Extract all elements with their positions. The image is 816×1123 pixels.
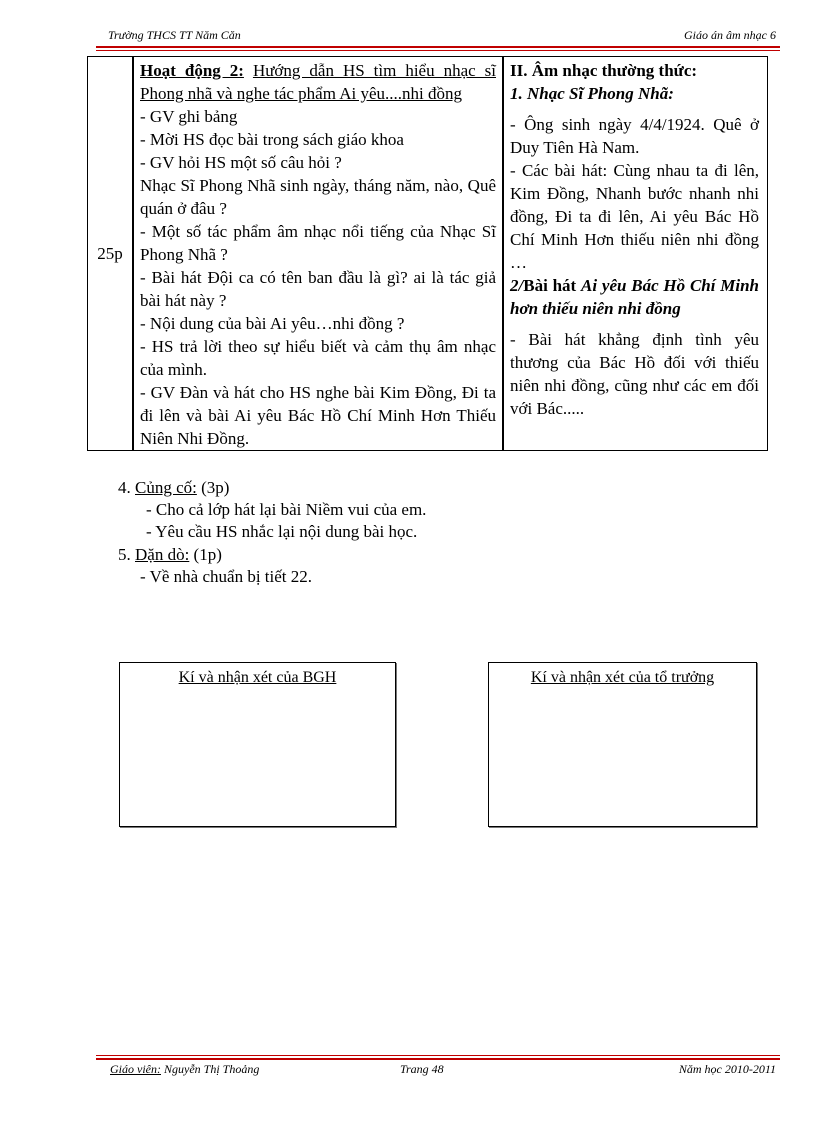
homework-number: 5.	[118, 545, 131, 564]
consolidation-item: - Cho cả lớp hát lại bài Niềm vui của em.	[146, 500, 427, 519]
activity-title-rest: Hướng dẫn HS tìm hiểu nhạc sĩ Phong nhã và nghe tác phẩm Ai yêu....nhi đồng	[140, 61, 497, 103]
activity-line: - Mời HS đọc bài trong sách giáo khoa	[140, 130, 404, 149]
activity-line: - GV Đàn và hát cho HS nghe bài Kim Đồng, Đi ta đi lên và bài Ai yêu Bác Hồ Chí Minh Hơn Thiếu Niên Nhi Đồng.	[140, 383, 496, 448]
footer-rule-thin	[96, 1055, 780, 1056]
subsection-2-text: - Bài hát khẳng định tình yêu thương của Bác Hồ đối với thiếu niên nhi đồng, cũng như các em đối với Bác.....	[510, 330, 759, 418]
homework-item: - Về nhà chuẩn bị tiết 22.	[140, 567, 313, 586]
signature-label-principal: Kí và nhận xét của BGH	[178, 669, 337, 686]
subsection-1-title: 1. Nhạc Sĩ Phong Nhã:	[510, 84, 674, 103]
subsection-2-number: 2/	[510, 276, 524, 295]
activity-line: - GV hỏi HS một số câu hỏi ?	[140, 153, 342, 172]
homework-label: Dặn dò:	[135, 545, 190, 564]
footer-rule	[96, 1058, 780, 1060]
subsection-2-title	[510, 274, 759, 320]
activity-line: - HS trả lời theo sự hiểu biết và cảm thụ âm nhạc của mình.	[140, 337, 496, 379]
consolidation-heading	[118, 477, 229, 499]
subsection-2-song-name: Ai yêu Bác Hồ Chí Minh hơn thiếu niên nhi đồng	[510, 276, 760, 318]
footer-teacher-label: Giáo viên:	[110, 1062, 161, 1076]
header-school: Trường THCS TT Năm Căn	[108, 28, 241, 42]
activity-line: Nhạc Sĩ Phong Nhã sinh ngày, tháng năm, nào, Quê quán ở đâu ?	[140, 176, 496, 218]
footer-page-number: Trang 48	[400, 1062, 444, 1076]
consolidation-item: - Yêu cầu HS nhắc lại nội dung bài học.	[146, 522, 418, 541]
homework-time: (1p)	[193, 545, 222, 564]
content-cell	[503, 57, 768, 451]
table-row	[88, 57, 768, 451]
time-cell: 25p	[88, 57, 134, 451]
section-title: II. Âm nhạc thường thức:	[510, 61, 698, 80]
lesson-table	[87, 56, 768, 451]
subsection-1-birth: - Ông sinh ngày 4/4/1924. Quê ở Duy Tiên Hà Nam.	[510, 115, 759, 157]
footer-teacher	[110, 1062, 259, 1077]
activity-cell	[133, 57, 503, 451]
activity-line: - Bài hát Đội ca có tên ban đầu là gì? ai là tác giả bài hát này ?	[140, 268, 496, 310]
signature-box-team-leader	[488, 662, 757, 827]
consolidation-label: Củng cố:	[135, 478, 197, 497]
footer-teacher-name: Nguyễn Thị Thoảng	[160, 1062, 260, 1076]
subsection-1-songs: - Các bài hát: Cùng nhau ta đi lên, Kim Đồng, Nhanh bước nhanh nhi đồng, Đi ta đi lên, Ai yêu Bác Hồ Chí Minh Hơn thiếu niên nhi đồng …	[510, 161, 759, 272]
header-subject: Giáo án âm nhạc 6	[684, 28, 776, 42]
homework-heading	[118, 544, 222, 566]
activity-title-bold: Hoạt động 2:	[140, 61, 244, 80]
consolidation-number: 4.	[118, 478, 131, 497]
activity-title	[140, 59, 496, 105]
consolidation-time: (3p)	[201, 478, 230, 497]
header-rule	[96, 46, 780, 48]
subsection-2-label: Bài hát	[523, 276, 577, 295]
activity-line: - Nội dung của bài Ai yêu…nhi đồng ?	[140, 314, 405, 333]
activity-line: - GV ghi bảng	[140, 107, 238, 126]
activity-line: - Một số tác phẩm âm nhạc nổi tiếng của Nhạc Sĩ Phong Nhã ?	[140, 222, 496, 264]
footer-school-year: Năm học 2010-2011	[678, 1062, 776, 1076]
signature-box-principal	[119, 662, 396, 827]
signature-label-team-leader: Kí và nhận xét của tổ trưởng	[530, 669, 715, 686]
header-rule-thin	[96, 50, 780, 51]
